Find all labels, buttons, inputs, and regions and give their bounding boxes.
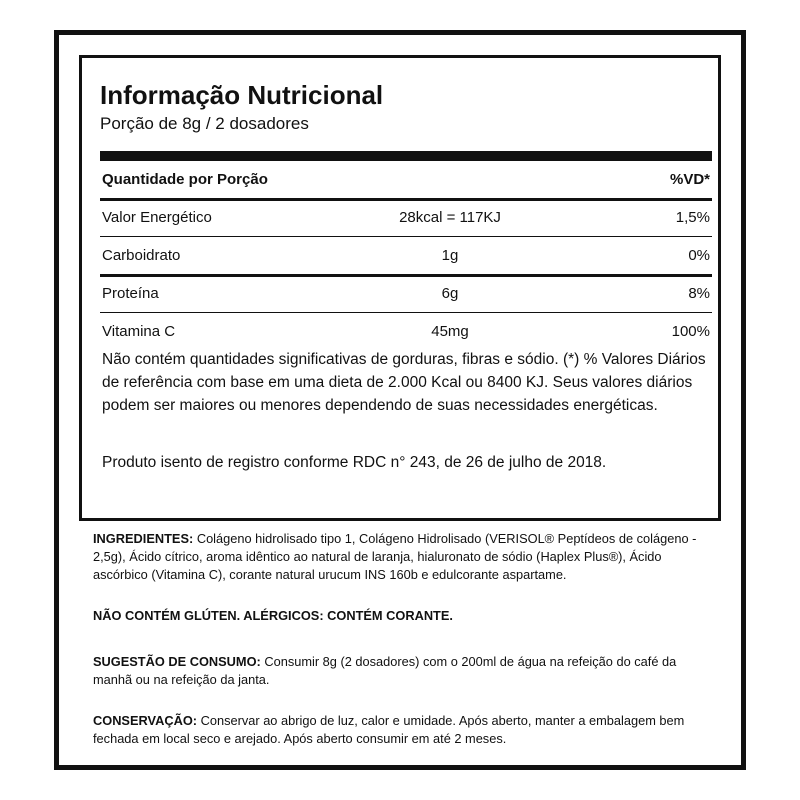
row-divider xyxy=(100,312,712,313)
row-amount: 6g xyxy=(441,285,459,302)
storage-label: CONSERVAÇÃO: xyxy=(93,713,198,728)
row-dv: 8% xyxy=(688,285,710,302)
daily-value-footnote: Não contém quantidades significativas de gorduras, fibras e sódio. (*) % Valores Diários de referência com base em uma dieta de 2.000 Kcal ou 8400 KJ. Seus valores diários podem ser maiores ou menores dependendo de suas necessidades energéticas. xyxy=(102,351,706,414)
thick-divider xyxy=(100,151,712,161)
row-dv: 0% xyxy=(688,247,710,264)
ingredients-label: INGREDIENTES: xyxy=(93,531,194,546)
header-quantity-label: Quantidade por Porção xyxy=(102,171,268,188)
ingredients-section xyxy=(93,530,713,584)
label-frame xyxy=(54,30,746,770)
registry-note: Produto isento de registro conforme RDC n° 243, de 26 de julho de 2018. xyxy=(102,454,607,471)
suggestion-section xyxy=(93,653,713,689)
table-header-row xyxy=(100,162,712,200)
nutrition-title: Informação Nutricional xyxy=(100,80,384,110)
table-row xyxy=(100,200,712,238)
storage-text: Conservar ao abrigo de luz, calor e umidade. Após aberto, manter a embalagem bem fechada em local seco e arejado. Após aberto consumir em até 2 meses. xyxy=(93,713,685,746)
row-label: Vitamina C xyxy=(102,323,176,340)
portion-size: Porção de 8g / 2 dosadores xyxy=(100,114,309,133)
row-dv: 1,5% xyxy=(675,209,710,226)
row-amount: 45mg xyxy=(431,323,469,340)
row-label: Carboidrato xyxy=(102,247,181,264)
header-dv-label: %VD* xyxy=(669,171,710,188)
table-row xyxy=(100,276,712,314)
row-amount: 28kcal = 117KJ xyxy=(399,209,501,226)
table-row xyxy=(100,238,712,276)
row-amount: 1g xyxy=(441,247,459,264)
row-divider xyxy=(100,236,712,237)
suggestion-text: Consumir 8g (2 dosadores) com o 200ml de água na refeição do café da manhã ou na refeição da janta. xyxy=(93,654,677,687)
storage-section xyxy=(93,712,713,748)
row-label: Proteína xyxy=(102,285,159,302)
allergen-warning: NÃO CONTÉM GLÚTEN. ALÉRGICOS: CONTÉM CORANTE. xyxy=(93,608,453,623)
nutrition-facts-panel xyxy=(79,55,721,521)
row-dv: 100% xyxy=(671,323,710,340)
suggestion-label: SUGESTÃO DE CONSUMO: xyxy=(93,654,261,669)
table-row xyxy=(100,314,712,352)
row-label: Valor Energético xyxy=(102,209,212,226)
ingredients-text: Colágeno hidrolisado tipo 1, Colágeno Hidrolisado (VERISOL® Peptídeos de colágeno - 2,5g), Ácido cítrico, aroma idêntico ao natural de laranja, hialuronato de sódio (Haplex Plus®), Ácido ascórbico (Vitamina C), corante natural urucum INS 160b e edulcorante aspartame. xyxy=(93,531,697,582)
